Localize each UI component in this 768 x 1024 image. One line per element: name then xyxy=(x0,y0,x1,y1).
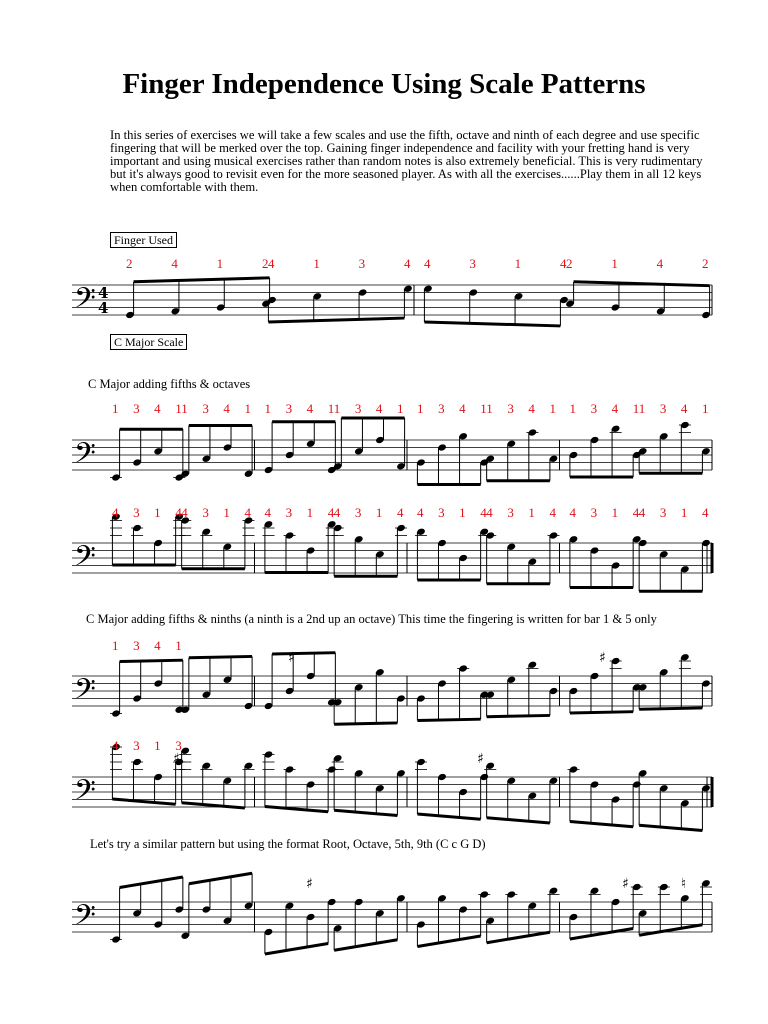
fingering-number: 3 xyxy=(133,505,140,520)
fingering-number: 3 xyxy=(590,401,598,416)
fingering-number: 2 xyxy=(262,256,269,271)
fingering-number: 1 xyxy=(112,401,119,416)
fingering-number: 4 xyxy=(486,505,493,520)
fingering-number: 4 xyxy=(424,256,431,271)
accidental: ♯ xyxy=(599,650,606,666)
note-beam xyxy=(334,940,397,951)
fingering-number: 4 xyxy=(404,256,411,271)
time-signature-bottom: 4 xyxy=(98,299,109,317)
fingering-number: 1 xyxy=(397,401,404,416)
note-beam xyxy=(265,944,328,955)
fingering-number: 1 xyxy=(375,505,383,520)
fingering-number: 1 xyxy=(680,505,688,520)
accidental: ♯ xyxy=(288,650,295,666)
fingering-number: 4 xyxy=(306,401,314,416)
fingering-number: 1 xyxy=(264,401,271,416)
fingering-number: 3 xyxy=(354,401,362,416)
fingering-number: 3 xyxy=(285,401,293,416)
note-beam xyxy=(570,929,633,940)
fingering-number: 4 xyxy=(480,505,487,520)
fingering-number: 3 xyxy=(175,738,182,753)
bass-clef-icon: 𝄢 xyxy=(74,673,96,713)
fingering-number: 1 xyxy=(333,401,341,416)
fingering-number: 1 xyxy=(514,256,522,271)
time-signature-top: 4 xyxy=(98,284,109,302)
fingering-number: 4 xyxy=(154,401,161,416)
fingering-number: 3 xyxy=(659,505,667,520)
fingering-number: 4 xyxy=(154,638,161,653)
fingering-number: 1 xyxy=(611,256,618,271)
page-title: Finger Independence Using Scale Patterns xyxy=(122,68,646,100)
fingering-number: 4 xyxy=(171,256,178,271)
fingering-number: 1 xyxy=(216,256,224,271)
fingering-number: 4 xyxy=(528,401,535,416)
note-beam xyxy=(417,936,480,947)
accidental: ♮ xyxy=(681,876,687,892)
fingering-number: 1 xyxy=(181,401,188,416)
fingering-number: 3 xyxy=(507,401,514,416)
accidental: ♯ xyxy=(622,876,629,892)
fingering-number: 4 xyxy=(223,401,230,416)
fingering-number: 4 xyxy=(375,401,383,416)
fingering-number: 1 xyxy=(569,401,576,416)
fingering-number: 4 xyxy=(632,505,640,520)
note-beam xyxy=(189,873,252,884)
bass-clef-icon: 𝄢 xyxy=(74,899,96,939)
fingering-number: 4 xyxy=(333,505,341,520)
fingering-number: 1 xyxy=(223,505,230,520)
fingering-number: 2 xyxy=(126,256,133,271)
fingering-number: 1 xyxy=(175,401,182,416)
fingering-number: 4 xyxy=(459,401,466,416)
bass-clef-icon: 𝄢 xyxy=(74,282,96,322)
fingering-number: 1 xyxy=(459,505,466,520)
fingering-number: 3 xyxy=(659,401,667,416)
fingering-number: 4 xyxy=(549,505,556,520)
fingering-number: 4 xyxy=(702,505,709,520)
fingering-number: 1 xyxy=(306,505,314,520)
fingering-number: 3 xyxy=(507,505,514,520)
fingering-number: 3 xyxy=(354,505,362,520)
fingering-number: 4 xyxy=(244,505,251,520)
fingering-number: 3 xyxy=(469,256,476,271)
fingering-number: 4 xyxy=(397,505,404,520)
fingering-number: 3 xyxy=(133,738,140,753)
fingering-number: 1 xyxy=(632,401,640,416)
fingering-number: 4 xyxy=(680,401,688,416)
fingering-number: 1 xyxy=(486,401,493,416)
fingering-number: 1 xyxy=(244,401,251,416)
fingering-number: 1 xyxy=(528,505,535,520)
fingering-number: 4 xyxy=(112,738,119,753)
fingering-number: 1 xyxy=(638,401,646,416)
bass-clef-icon: 𝄢 xyxy=(74,540,96,580)
fingering-number: 1 xyxy=(112,638,119,653)
fingering-number: 1 xyxy=(313,256,320,271)
note-beam xyxy=(487,932,550,943)
fingering-number: 2 xyxy=(702,256,709,271)
fingering-number: 4 xyxy=(417,505,424,520)
fingering-number: 3 xyxy=(202,505,209,520)
fingering-number: 4 xyxy=(656,256,664,271)
fingering-number: 1 xyxy=(480,401,487,416)
fingering-number: 3 xyxy=(133,638,140,653)
fingering-number: 4 xyxy=(175,505,182,520)
fingering-number: 4 xyxy=(611,401,619,416)
intro-paragraph: In this series of exercises we will take a few scales and use the fifth, octave and ninth of each degree and use specific fingering that will be merked over the top. Gaining finger independence and facility with your fretting hand is very important and using musical exercises rather than random notes is also extremely beneficial. This is very rudimentary but it's always good to revisit even for the more seasoned player. As with all the exercises......Play them in all 12 keys when comfortable with them. xyxy=(110,128,703,194)
fingering-number: 4 xyxy=(638,505,646,520)
fingering-number: 1 xyxy=(154,505,161,520)
fingering-number: 3 xyxy=(438,505,445,520)
fingering-number: 1 xyxy=(327,401,335,416)
fingering-number: 3 xyxy=(202,401,209,416)
bass-clef-icon: 𝄢 xyxy=(74,774,96,814)
bass-clef-icon: 𝄢 xyxy=(74,437,96,477)
fingering-number: 3 xyxy=(358,256,366,271)
note-beam xyxy=(639,925,702,936)
fingering-number: 4 xyxy=(569,505,576,520)
finger-used-label: Finger Used xyxy=(110,232,177,248)
fingering-number: 1 xyxy=(175,638,182,653)
note-beam xyxy=(120,877,183,888)
accidental: ♯ xyxy=(306,876,313,892)
fingering-number: 3 xyxy=(133,401,140,416)
accidental: ♯ xyxy=(173,751,180,767)
fingering-number: 2 xyxy=(566,256,573,271)
fingering-number: 4 xyxy=(327,505,335,520)
fingering-number: 4 xyxy=(264,505,271,520)
fingering-number: 1 xyxy=(611,505,619,520)
caption-fifths-ninths: C Major adding fifths & ninths (a ninth is a 2nd up an octave) This time the fingering is written for bar 1 & 5 only xyxy=(86,612,657,626)
c-major-scale-label: C Major Scale xyxy=(110,334,187,350)
fingering-number: 1 xyxy=(702,401,709,416)
fingering-number: 3 xyxy=(438,401,445,416)
caption-root-octave-fifth-ninth: Let's try a similar pattern but using the format Root, Octave, 5th, 9th (C c G D) xyxy=(90,837,486,851)
fingering-number: 4 xyxy=(268,256,275,271)
fingering-number: 3 xyxy=(590,505,598,520)
accidental: ♯ xyxy=(477,751,484,767)
fingering-number: 3 xyxy=(285,505,293,520)
fingering-number: 1 xyxy=(549,401,556,416)
fingering-number: 4 xyxy=(181,505,188,520)
fingering-number: 4 xyxy=(112,505,119,520)
fingering-number: 4 xyxy=(560,256,567,271)
fingering-number: 1 xyxy=(154,738,161,753)
fingering-number: 1 xyxy=(417,401,424,416)
caption-fifths-octaves: C Major adding fifths & octaves xyxy=(88,377,251,391)
